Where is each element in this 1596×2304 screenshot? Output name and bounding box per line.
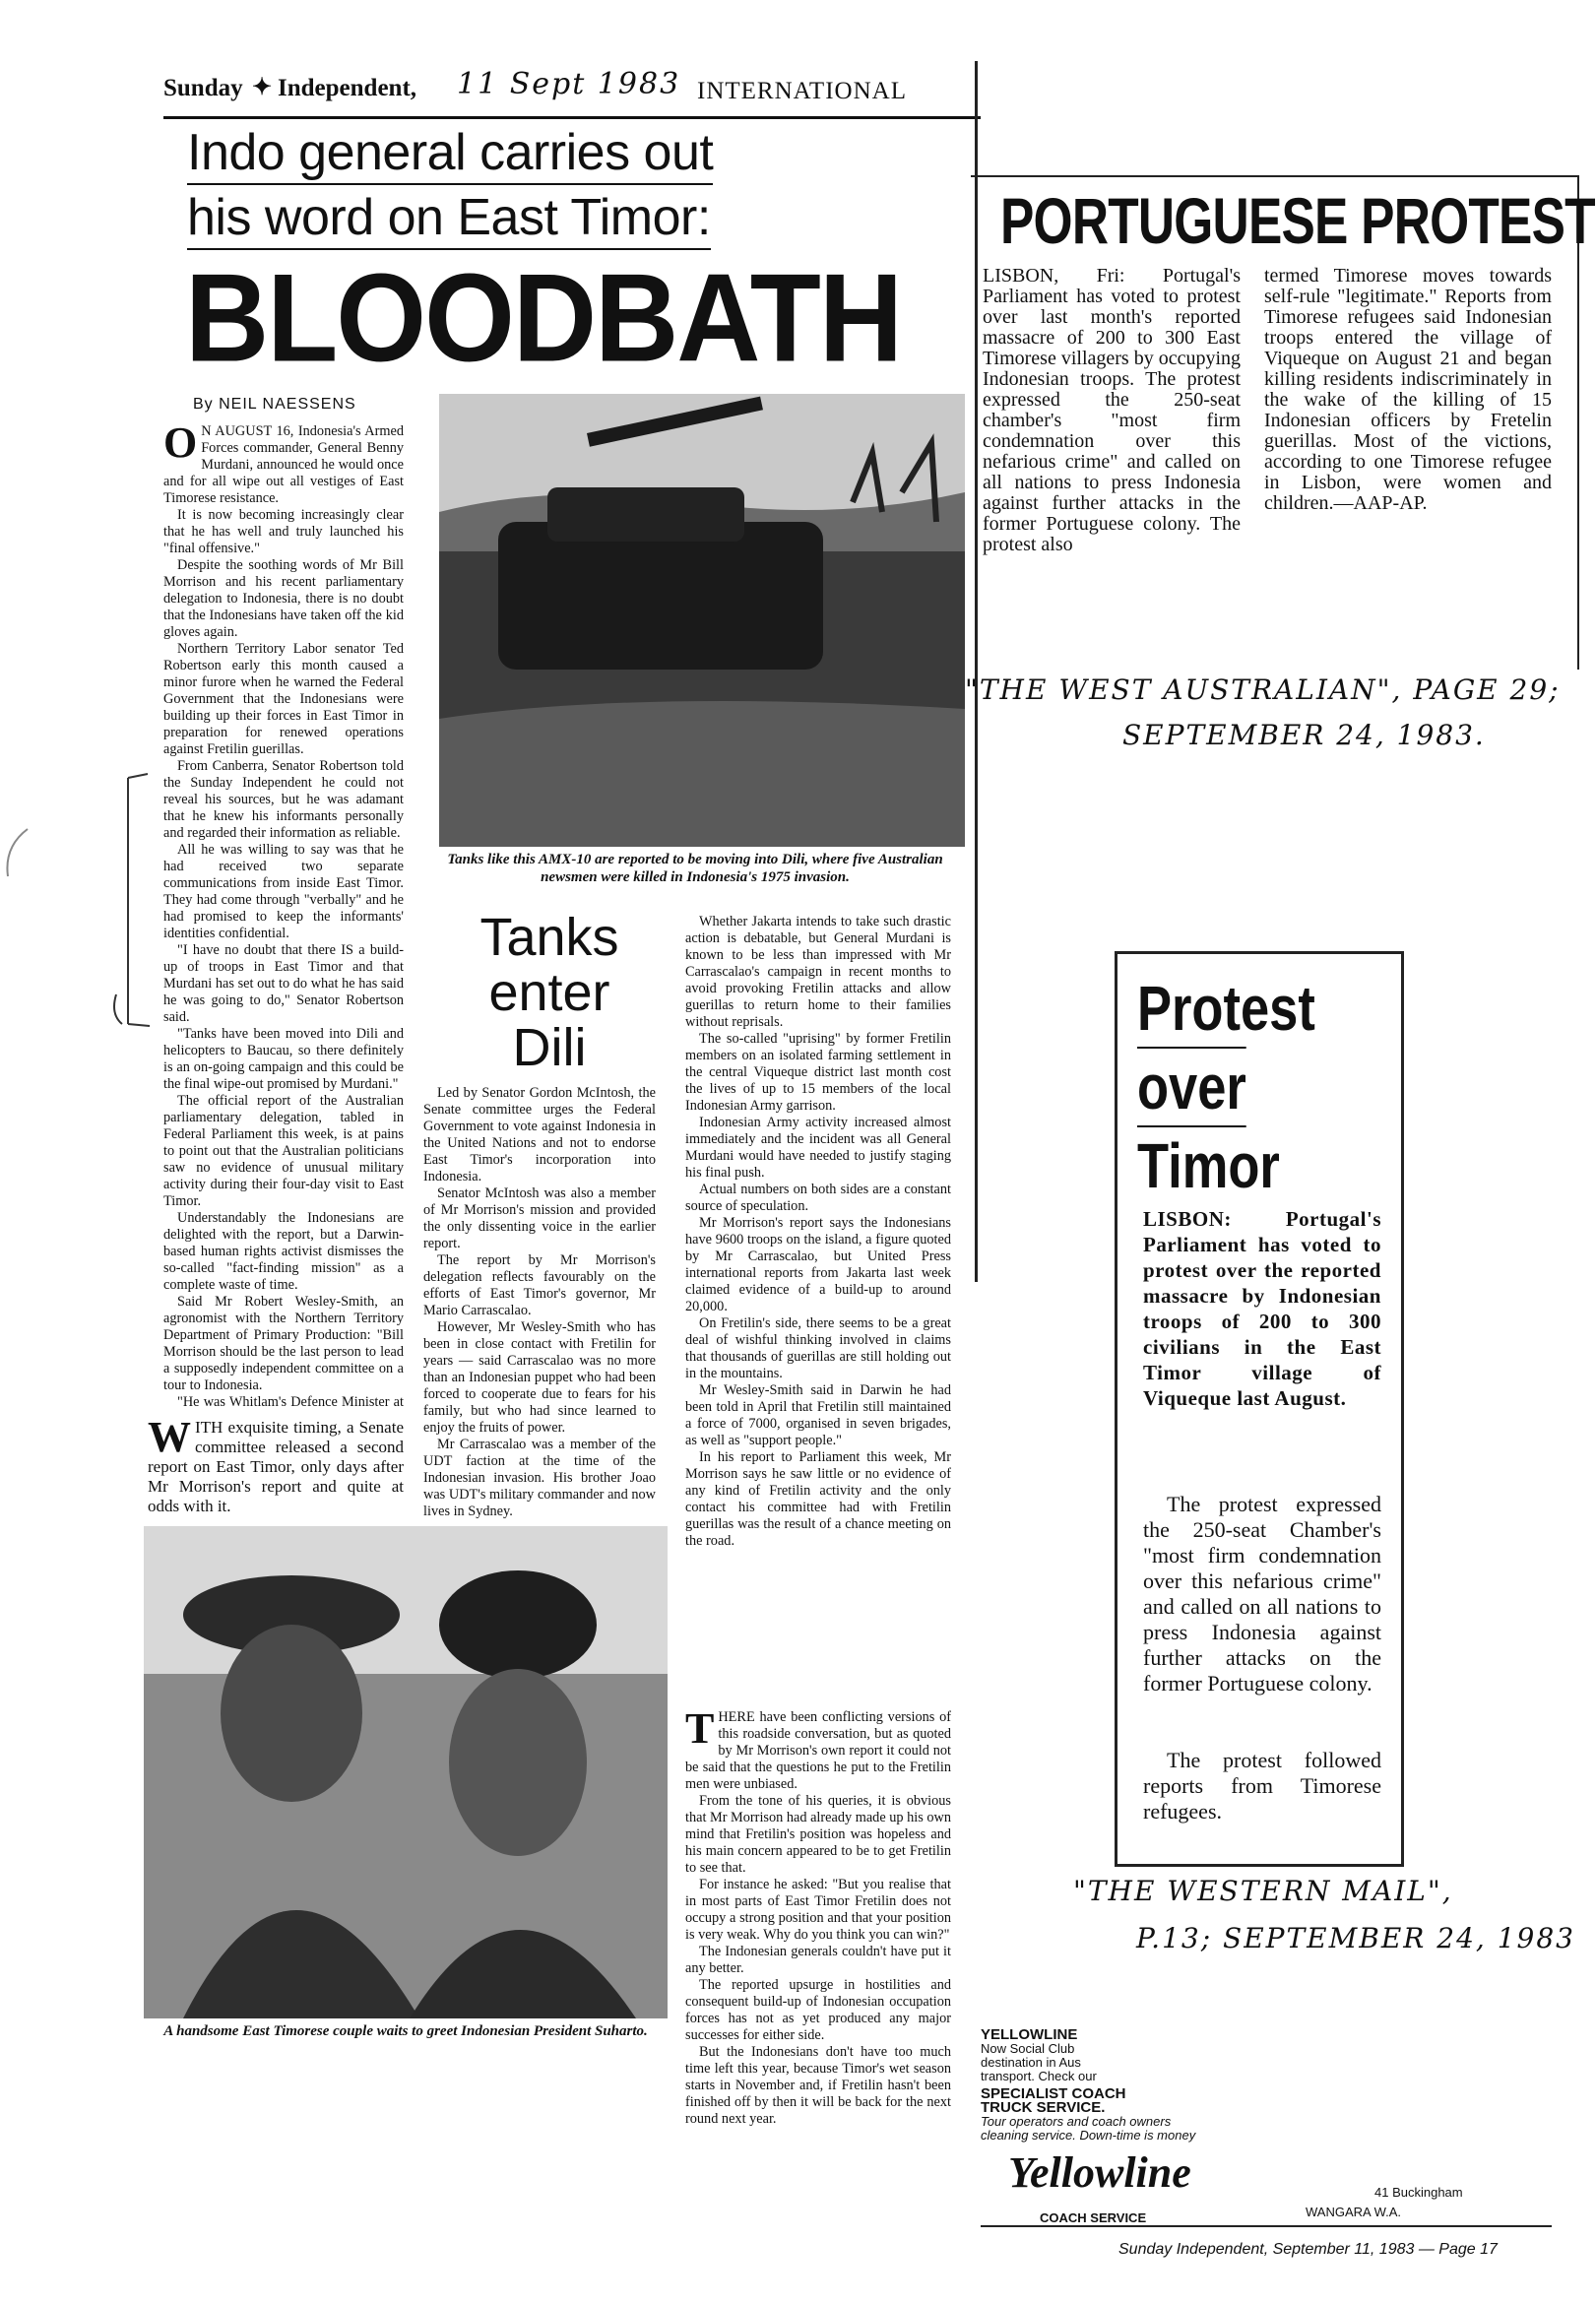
paragraph: Mr Carrascalao was a member of the UDT faction at the time of the Indonesian invasion. His brother Joao was UDT's military commander and now lives in Sydney. [423,1437,656,1519]
paragraph: The Indonesian generals couldn't have put it any better. [685,1944,951,1976]
story-column-2 [423,1085,656,1544]
paragraph: The report by Mr Morrison's delegation reflects favourably on the efforts of East Timor's governor, Mr Mario Carrascalao. [423,1252,656,1318]
advert-line: transport. Check our [981,2069,1097,2083]
tank-image [439,394,965,847]
clipping-headline [1137,970,1315,1204]
paragraph: In his report to Parliament this week, Mr Morrison says he saw little or no evidence of any kind of Fretilin activity and the only contact his committee had with Fretilin guerillas was the result of a chance meeting on the road. [685,1449,951,1549]
drop-cap-w: W [148,1418,191,1461]
headline-line: over [1137,1047,1246,1127]
headline-line: Protest [1137,973,1315,1044]
advert-line: YELLOWLINE [981,2026,1078,2043]
handwritten-date-wa: SEPTEMBER 24, 1983. [1122,719,1486,751]
advert-logo: Yellowline [1008,2148,1191,2197]
masthead-handwritten-date: 11 Sept 1983 [457,67,681,101]
paragraph: "I have no doubt that there IS a build-up of troops in East Timor and that Murdani has set out to do what he has said he was going to do," Senator Robertson said. [163,942,404,1025]
couple-caption: A handsome East Timorese couple waits to greet Indonesian President Suharto. [163,2023,648,2039]
clipping-west-australian [971,175,1595,670]
clipping-column-b: termed Timorese moves towards self-rule "legitimate." Reports from Timorese refugees said Indonesian troops entered the village of Viqueque on August 21 and began killing residents indiscriminately in the wake of the killing of 15 Indonesian officers by Fretelin guerillas. Most of the victions, according to one Timorese refugee in Lisbon, were women and children.—AAP-AP. [1264,266,1552,514]
paragraph: Led by Senator Gordon McIntosh, the Senate committee urges the Federal Government to vote against Indonesia in the United Nations and not to endorse East Timor's incorporation into Indonesia. [423,1085,656,1184]
clipping-headline: PORTUGUESE PROTEST [1000,184,1595,257]
paragraph: Senator McIntosh was also a member of Mr Morrison's mission and provided the only dissenting voice in the earlier report. [423,1185,656,1251]
paragraph: From Canberra, Senator Robertson told the Sunday Independent he could not reveal his sources, but he was adamant that he knew his informants personally and regarded their information as reliable. [163,758,404,841]
paragraph: Northern Territory Labor senator Ted Robertson early this month caused a minor furore when he warned the Federal Government that the Indonesians were building up their forces in East Timor in preparation for renewed operations against Fretilin guerillas. [163,641,404,757]
advert-fragment [981,2028,1552,2227]
handwritten-source-wm: "THE WESTERN MAIL", [1073,1875,1453,1907]
paragraph: Mr Morrison's report says the Indonesians have 9600 troops on the island, a figure quoted by Mr Carrascalao, but United Press international reports from Jakarta last week claimed evidence of a build-up to around 20,000. [685,1215,951,1314]
masthead-paper: Sunday [163,75,243,101]
headline-line: Timor [1137,1130,1280,1201]
headline-bloodbath: BLOODBATH [185,248,902,389]
paragraph: From the tone of his queries, it is obvious that Mr Morrison had already made up his own mind that Fretilin's position was hopeless and his main concern appeared to be to get Fretilin to see that. [685,1793,951,1876]
masthead-paper-name: Independent, [278,75,417,101]
advert-line: SPECIALIST COACH [981,2085,1126,2102]
paragraph: Indonesian Army activity increased almost immediately and the incident was all General Murdani would have needed to justify staging his final push. [685,1115,951,1181]
paragraph: However, Mr Wesley-Smith who has been in close contact with Fretilin for years — said Carrascalao was no more than an Indonesian puppet who had been forced to cooperate due to fears for his family, but who had since learned to enjoy the fruits of power. [423,1319,656,1436]
drop-cap-t: T [685,1709,715,1753]
headline-line-1: Indo general carries out [187,122,713,185]
paragraph: On Fretilin's side, there seems to be a great deal of wishful thinking involved in claims that thousands of guerillas are still holding out in the mountains. [685,1315,951,1381]
couple-photo [144,1526,668,2018]
paragraph: Actual numbers on both sides are a constant source of speculation. [685,1182,951,1214]
masthead-section: INTERNATIONAL [697,78,907,104]
advert-line: destination in Aus [981,2055,1081,2070]
clipping-paragraph: The protest expressed the 250-seat Chamber's "most firm condemnation over this nefarious crime" and called on all nations to press Indonesia against further attacks on the former Portuguese colony. [1143,1492,1381,1696]
paragraph: "Tanks have been moved into Dili and helicopters to Baucau, so there definitely is an on-going campaign and this could be the final wipe-out promised by Murdani." [163,1026,404,1092]
paragraph: "He was Whitlam's Defence Minister at [177,1394,404,1410]
tank-caption: Tanks like this AMX-10 are reported to be moving into Dili, where five Australian newsmen were killed in Indonesia's 1975 invasion. [447,852,943,885]
story-column-1-continued [148,1418,404,1516]
paragraph: Said Mr Robert Wesley-Smith, an agronomist with the Northern Territory Department of Primary Production: "Bill Morrison should be the last person to lead a supposedly independent committee on a tour to Indonesia. [163,1294,404,1393]
paragraph: Despite the soothing words of Mr Bill Morrison and his recent parliamentary delegation to Indonesia, there is no doubt that the Indonesians have taken off the kid gloves again. [163,557,404,640]
handwritten-source-wa: "THE WEST AUSTRALIAN", PAGE 29; [965,673,1561,706]
paragraph: HERE have been conflicting versions of this roadside conversation, but as quoted by Mr Morrison's own report it could not be said that the questions he put to the Fretilin men were unbiased. [685,1709,951,1792]
paragraph: But the Indonesians don't have too much time left this year, because Timor's wet season starts in November and, if Fretilin hasn't been finished off by then it will be back for the next round next year. [685,2044,951,2127]
paragraph: All he was willing to say was that he had received two separate communications from inside East Timor. They had come through "verbally" and he had promised to keep the informants' identities confidential. [163,842,404,941]
subhead-line: enter [488,963,610,1022]
advert-line: Tour operators and coach owners [981,2114,1172,2129]
advert-line: Now Social Club [981,2041,1075,2056]
handwritten-date-wm: P.13; SEPTEMBER 24, 1983 [1136,1922,1575,1954]
paragraph: ITH exquisite timing, a Senate committee released a second report on East Timor, only days after Mr Morrison's report and quite at odds with it. [148,1418,404,1515]
masthead [163,61,981,119]
story-column-1 [163,423,404,1412]
paragraph: Mr Wesley-Smith said in Darwin he had been told in April that Fretilin still maintained a force of 7000, organised in seven brigades, as well as "support people." [685,1382,951,1448]
clipping-lead: LISBON: Portugal's Parliament has voted to protest over the reported massacre by Indonesian troops of 200 to 300 civilians in the East Timor village of Viqueque last August. [1143,1207,1381,1410]
subhead-line: Dili [512,1018,587,1077]
clipping-paragraph: The protest followed reports from Timorese refugees. [1143,1748,1381,1824]
paragraph: It is now becoming increasingly clear that he has well and truly launched his "final offensive." [163,507,404,556]
paragraph: The reported upsurge in hostilities and consequent build-up of Indonesian occupation forces has not as yet produced any major successes for either side. [685,1977,951,2043]
paragraph: The official report of the Australian parliamentary delegation, tabled in Federal Parliament this week, is at pains to point out that the Australian politicians saw no evidence of unusual military activity during their four-day visit to East Timor. [163,1093,404,1209]
advert-address: 41 Buckingham [1374,2185,1463,2200]
drop-cap-o: O [163,423,198,467]
page-footer: Sunday Independent, September 11, 1983 — Page 17 [1118,2241,1498,2258]
paragraph: For instance he asked: "But you realise that in most parts of East Timor Fretilin does not occupy a strong position and that your position is very weak. Why do you think you can win?" [685,1877,951,1943]
subhead-tanks-enter-dili [463,910,636,1075]
advert-line: TRUCK SERVICE. [981,2099,1106,2116]
scan-hole-mark [0,827,30,886]
paragraph: N AUGUST 16, Indonesia's Armed Forces commander, General Benny Murdani, announced he would once and for all wipe out all vestiges of East Timorese resistance. [163,423,404,506]
clipping-western-mail [1115,951,1404,1867]
tank-photo [439,394,965,847]
byline: By NEIL NAESSENS [193,396,356,413]
paragraph: Understandably the Indonesians are delighted with the report, but a Darwin-based human rights activist dismisses the so-called "fact-finding mission" as a complete waste of time. [163,1210,404,1293]
clipping-column-a: LISBON, Fri: Portugal's Parliament has voted to protest over last month's reported massacre of 200 to 300 East Timorese villagers by occupying Indonesian troops. The protest expressed the 250-seat chamber's "most firm condemnation over this nefarious crime" and called on all nations to press Indonesia against further attacks in the former Portuguese colony. The protest also [983,266,1241,555]
subhead-line: Tanks [479,908,619,967]
masthead-logo-icon: ✦ [252,75,273,100]
paragraph: The so-called "uprising" by former Fretilin members on an isolated farming settlement in the central Viqueque district last month cost the lives of up to 15 members of the local Indonesian Army garrison. [685,1031,951,1114]
story-column-3-continued [685,1709,951,2231]
headline-line-2: his word on East Timor: [187,187,711,250]
advert-town: WANGARA W.A. [1306,2205,1402,2219]
paragraph: Whether Jakarta intends to take such drastic action is debatable, but General Murdani is known to be less than impressed with Mr Carrascalao's campaign in recent months to avoid provoking Fretilin attacks and allow guerillas to return home to their families without reprisals. [685,914,951,1030]
story-column-3 [685,914,951,1672]
margin-bracket-mark [98,768,158,1044]
advert-logo-sub: COACH SERVICE [1040,2210,1147,2225]
advert-line: cleaning service. Down-time is money [981,2128,1196,2143]
couple-image [144,1526,668,2018]
